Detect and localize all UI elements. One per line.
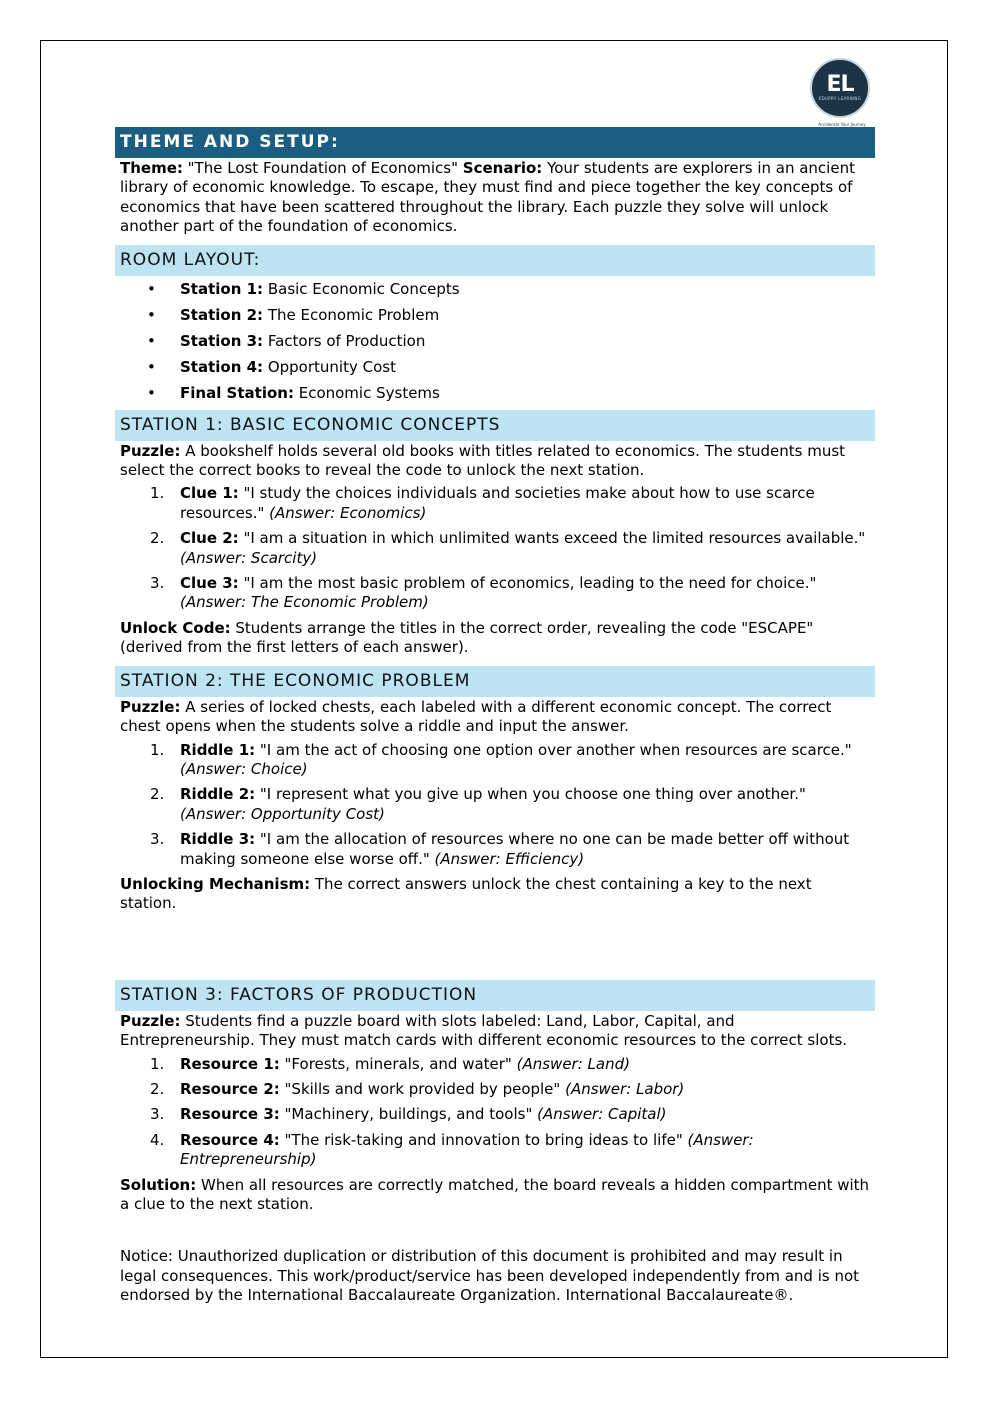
list-item [115,1080,875,1099]
item-value: The Economic Problem [263,305,440,324]
bullet-icon: • [147,331,156,350]
item-number: 3. [150,1105,165,1124]
item-answer: (Answer: Economics) [269,503,427,522]
theme-label: Theme: [120,159,183,177]
list-item [115,785,875,824]
item-label: Station 4: [180,357,264,376]
item-text: "I am the act of choosing one option over another when resources are scarce." [255,740,852,759]
item-text: "I study the choices individuals and societies make about how to use scarce resources." [180,484,815,522]
copyright-notice: Notice: Unauthorized duplication or distribution of this document is prohibited and may result in legal consequences. This work/product/service has been developed independently from and is not endorsed by the International Baccalaureate Organization. International Baccalaureate®. [120,1247,860,1305]
station2-unlocking-mechanism [115,875,875,914]
station3-solution [115,1176,875,1215]
item-label: Clue 3: [180,574,239,593]
edupry-logo [810,58,870,118]
scenario-label: Scenario: [462,159,543,177]
footer-label: Unlock Code: [120,618,231,637]
station2-puzzle [115,698,875,737]
list-item [115,484,875,523]
item-number: 2. [150,785,165,804]
puzzle-text: A bookshelf holds several old books with titles related to economics. The students must select the correct books to reveal the code to unlock the next station. [120,441,846,480]
item-label: Riddle 3: [180,830,256,849]
list-item [115,830,875,869]
list-item [115,354,875,380]
item-answer: (Answer: Capital) [537,1105,667,1124]
item-label: Clue 1: [180,484,239,503]
item-value: Economic Systems [293,383,440,402]
item-text: "I am the most basic problem of economics, leading to the need for choice." [238,574,817,593]
item-answer: (Answer: Entrepreneurship) [180,1130,754,1169]
item-number: 2. [150,1079,165,1098]
theme-value: "The Lost Foundation of Economics" [182,159,463,177]
list-item [115,1131,875,1170]
bullet-icon: • [147,383,156,402]
list-item [115,1105,875,1124]
footer-text: When all resources are correctly matched, the board reveals a hidden compartment with a clue to the next station. [120,1175,870,1213]
item-answer: (Answer: Choice) [180,759,308,778]
bullet-icon: • [147,305,156,324]
footer-text: Students arrange the titles in the correct order, revealing the code "ESCAPE" (derived from the first letters of each answer). [120,618,814,657]
item-label: Riddle 2: [180,785,256,804]
station1-clues [115,484,875,612]
item-number: 3. [150,574,165,593]
item-text: "Forests, minerals, and water" [279,1054,517,1073]
item-answer: (Answer: Efficiency) [434,849,585,868]
room-layout-heading: ROOM LAYOUT: [115,245,875,276]
item-label: Final Station: [180,383,294,402]
station2-riddles [115,741,875,869]
item-label: Resource 3: [180,1105,280,1124]
item-label: Resource 4: [180,1130,280,1149]
list-item [115,741,875,780]
item-label: Station 1: [180,279,264,298]
station1-heading: STATION 1: BASIC ECONOMIC CONCEPTS [115,410,875,441]
puzzle-label: Puzzle: [120,697,181,716]
bullet-icon: • [147,357,156,376]
item-text: "Skills and work provided by people" [279,1079,566,1098]
list-item [115,276,875,302]
list-item [115,328,875,354]
item-label: Clue 2: [180,529,239,548]
footer-label: Unlocking Mechanism: [120,874,311,893]
logo-tagline: Accelerate Your Journey [818,122,866,127]
theme-paragraph [115,159,875,237]
footer-label: Solution: [120,1175,197,1194]
puzzle-text: A series of locked chests, each labeled with a different economic concept. The correct chest opens when the students solve a riddle and input the answer. [120,697,832,736]
list-item [115,1055,875,1074]
scenario-value: Your students are explorers in an ancient library of economic knowledge. To escape, they must find and piece together the key concepts of economics that have been scattered throughout the library. Each puzzle they solve will unlock another part of the foundation of economics. [120,159,855,236]
item-answer: (Answer: Land) [516,1054,630,1073]
item-number: 3. [150,830,165,849]
station3-heading: STATION 3: FACTORS OF PRODUCTION [115,980,875,1011]
bullet-icon: • [147,279,156,298]
puzzle-label: Puzzle: [120,1011,181,1030]
station2-heading: STATION 2: THE ECONOMIC PROBLEM [115,666,875,697]
item-number: 1. [150,1054,165,1073]
logo-mark: EL [826,72,854,97]
item-label: Resource 2: [180,1079,280,1098]
item-number: 1. [150,484,165,503]
item-value: Opportunity Cost [263,357,396,376]
item-number: 2. [150,529,165,548]
list-item [115,574,875,613]
item-number: 4. [150,1130,165,1149]
station3-puzzle [115,1012,875,1051]
footer-text: The correct answers unlock the chest containing a key to the next station. [120,874,812,913]
spacer [115,914,875,972]
item-label: Station 3: [180,331,264,350]
logo-subtext: EDUPRY LEARNING [818,96,862,101]
item-label: Station 2: [180,305,264,324]
item-text: "I am a situation in which unlimited wants exceed the limited resources available." [238,529,866,548]
list-item [115,529,875,568]
document-body [115,127,875,1306]
puzzle-label: Puzzle: [120,441,181,460]
item-number: 1. [150,740,165,759]
item-answer: (Answer: Opportunity Cost) [180,804,385,823]
item-label: Riddle 1: [180,740,256,759]
station3-resources [115,1055,875,1170]
item-answer: (Answer: The Economic Problem) [180,593,429,612]
puzzle-text: Students find a puzzle board with slots labeled: Land, Labor, Capital, and Entrepreneurship. They must match cards with different economic resources to the correct slots. [120,1011,848,1050]
item-answer: (Answer: Scarcity) [180,548,318,567]
item-text: "I represent what you give up when you choose one thing over another." [255,785,806,804]
item-text: "Machinery, buildings, and tools" [279,1105,538,1124]
station1-unlock-code [115,619,875,658]
list-item [115,380,875,406]
theme-setup-heading: THEME AND SETUP: [115,127,875,158]
item-text: "The risk-taking and innovation to bring ideas to life" [279,1130,688,1149]
item-value: Basic Economic Concepts [263,279,460,298]
room-layout-list [115,276,875,406]
item-text: "I am the allocation of resources where no one can be made better off without making someone else worse off." [180,830,850,868]
item-value: Factors of Production [263,331,426,350]
station1-puzzle [115,442,875,481]
item-label: Resource 1: [180,1054,280,1073]
list-item [115,302,875,328]
item-answer: (Answer: Labor) [565,1079,685,1098]
